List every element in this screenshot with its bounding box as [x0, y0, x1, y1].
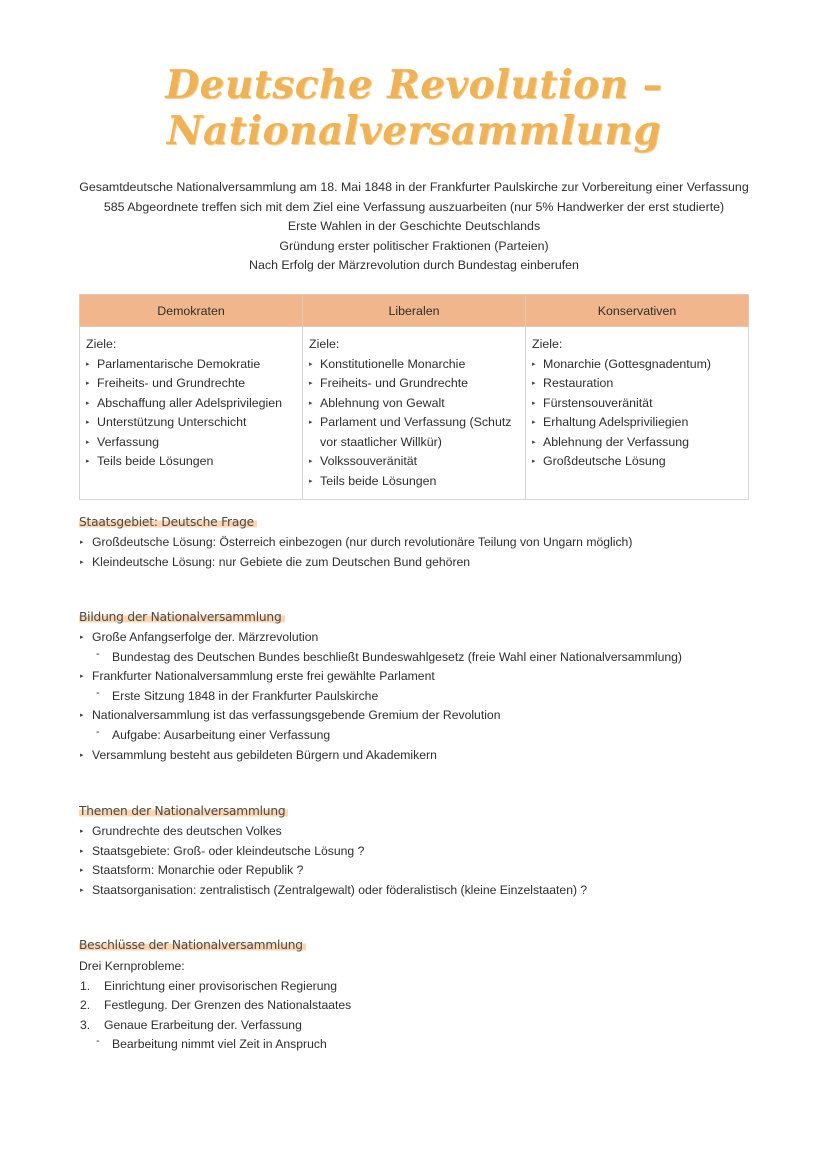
list-item: ▸ Restauration [532, 374, 742, 394]
list-item: ▸ Parlamentarische Demokratie [86, 355, 296, 375]
list-item: ▸ Grundrechte des deutschen Volkes [79, 822, 779, 842]
cell-liberalen [303, 327, 526, 500]
list-item: ▸ Große Anfangserfolge der. Märzrevolution [79, 628, 779, 648]
item-number: 2. [80, 998, 91, 1013]
section-staatsgebiet [79, 533, 779, 572]
list-item: ▸ Freiheits- und Grundrechte [309, 374, 519, 394]
section-bildung [79, 628, 779, 765]
list-item: ▸ Monarchie (Gottesgnadentum) [532, 355, 742, 375]
sub-item: - Bearbeitung nimmt viel Zeit in Anspruch [79, 1035, 779, 1055]
page-title: Deutsche Revolution – Nationalversammlung [165, 62, 663, 154]
table-header-row [80, 295, 749, 327]
list-item: ▸ Abschaffung aller Adelsprivilegien [86, 394, 296, 414]
numbered-item [79, 1016, 779, 1036]
goals-list [86, 355, 296, 472]
list-item: ▸ Freiheits- und Grundrechte [86, 374, 296, 394]
sub-item: - Aufgabe: Ausarbeitung einer Verfassung [79, 726, 779, 746]
item-number: 1. [80, 978, 91, 993]
item-text: Genaue Erarbeitung der. Verfassung [104, 1017, 302, 1032]
list-item: ▸ Ablehnung von Gewalt [309, 394, 519, 414]
list-item: ▸ Staatsgebiete: Groß- oder kleindeutsche Lösung ? [79, 842, 779, 862]
section-heading-themen: Themen der Nationalversammlung [79, 804, 288, 818]
section-beschluesse [79, 957, 779, 1055]
list-item: ▸ Großdeutsche Lösung: Österreich einbezogen (nur durch revolutionäre Teilung von Ungarn möglich) [79, 533, 779, 553]
list-item: ▸ Teils beide Lösungen [86, 452, 296, 472]
goals-list [309, 355, 519, 492]
list-item: ▸ Versammlung besteht aus gebildeten Bürgern und Akademikern [79, 746, 779, 766]
lead-text: Drei Kernprobleme: [79, 959, 185, 973]
list-item: ▸ Großdeutsche Lösung [532, 452, 742, 472]
cell-konservativen [526, 327, 749, 500]
sub-item: - Erste Sitzung 1848 in der Frankfurter Paulskirche [79, 687, 779, 707]
intro-block [0, 178, 828, 276]
section-heading-staatsgebiet: Staatsgebiet: Deutsche Frage [79, 515, 257, 529]
item-text: Einrichtung einer provisorischen Regierung [104, 978, 338, 993]
list-item: ▸ Staatsorganisation: zentralistisch (Zentralgewalt) oder föderalistisch (kleine Einzelstaaten) ? [79, 881, 779, 901]
goals-list [532, 355, 742, 472]
intro-line: Gesamtdeutsche Nationalversammlung am 18. Mai 1848 in der Frankfurter Paulskirche zur Vorbereitung einer Verfassung [79, 180, 749, 194]
list-item: ▸ Kleindeutsche Lösung: nur Gebiete die zum Deutschen Bund gehören [79, 553, 779, 573]
item-number: 3. [80, 1017, 91, 1032]
list-item: ▸ Fürstensouveränität [532, 394, 742, 414]
list-item: ▸ Konstitutionelle Monarchie [309, 355, 519, 375]
item-text: Festlegung. Der Grenzen des Nationalstaates [104, 998, 352, 1013]
list-item: ▸ Volkssouveränität [309, 452, 519, 472]
section-heading-bildung: Bildung der Nationalversammlung [79, 610, 285, 624]
list-item: ▸ Staatsform: Monarchie oder Republik ? [79, 861, 779, 881]
column-header-demokraten: Demokraten [80, 295, 303, 327]
goals-label: Ziele: [309, 337, 340, 351]
list-item: ▸ Unterstützung Unterschicht [86, 413, 296, 433]
table-row [80, 327, 749, 500]
goals-label: Ziele: [86, 337, 117, 351]
column-header-liberalen: Liberalen [303, 295, 526, 327]
intro-line: Nach Erfolg der Märzrevolution durch Bundestag einberufen [249, 258, 579, 273]
list-item: ▸ Nationalversammlung ist das verfassungsgebende Gremium der Revolution [79, 706, 779, 726]
numbered-item [79, 996, 779, 1016]
section-themen [79, 822, 779, 900]
goals-label: Ziele: [532, 337, 563, 351]
cell-demokraten [80, 327, 303, 500]
list-item: ▸ Ablehnung der Verfassung [532, 433, 742, 453]
intro-line: 585 Abgeordnete treffen sich mit dem Ziel eine Verfassung auszuarbeiten (nur 5% Handwerker der erst studierte) [103, 199, 725, 214]
section-heading-beschluesse: Beschlüsse der Nationalversammlung [79, 938, 306, 952]
list-item: ▸ Verfassung [86, 433, 296, 453]
parties-table [79, 294, 749, 500]
list-item: ▸ Frankfurter Nationalversammlung erste frei gewählte Parlament [79, 667, 779, 687]
column-header-konservativen: Konservativen [526, 295, 749, 327]
sub-item: - Bundestag des Deutschen Bundes beschließt Bundeswahlgesetz (freie Wahl einer Nationalversammlung) [79, 648, 779, 668]
list-item: ▸ Erhaltung Adelspriviliegien [532, 413, 742, 433]
list-item: ▸ Teils beide Lösungen [309, 472, 519, 492]
list-item: ▸ Parlament und Verfassung (Schutz vor staatlicher Willkür) [309, 413, 519, 452]
intro-line: Erste Wahlen in der Geschichte Deutschlands [287, 219, 541, 234]
intro-line: Gründung erster politischer Fraktionen (Parteien) [279, 238, 549, 253]
numbered-item [79, 977, 779, 997]
